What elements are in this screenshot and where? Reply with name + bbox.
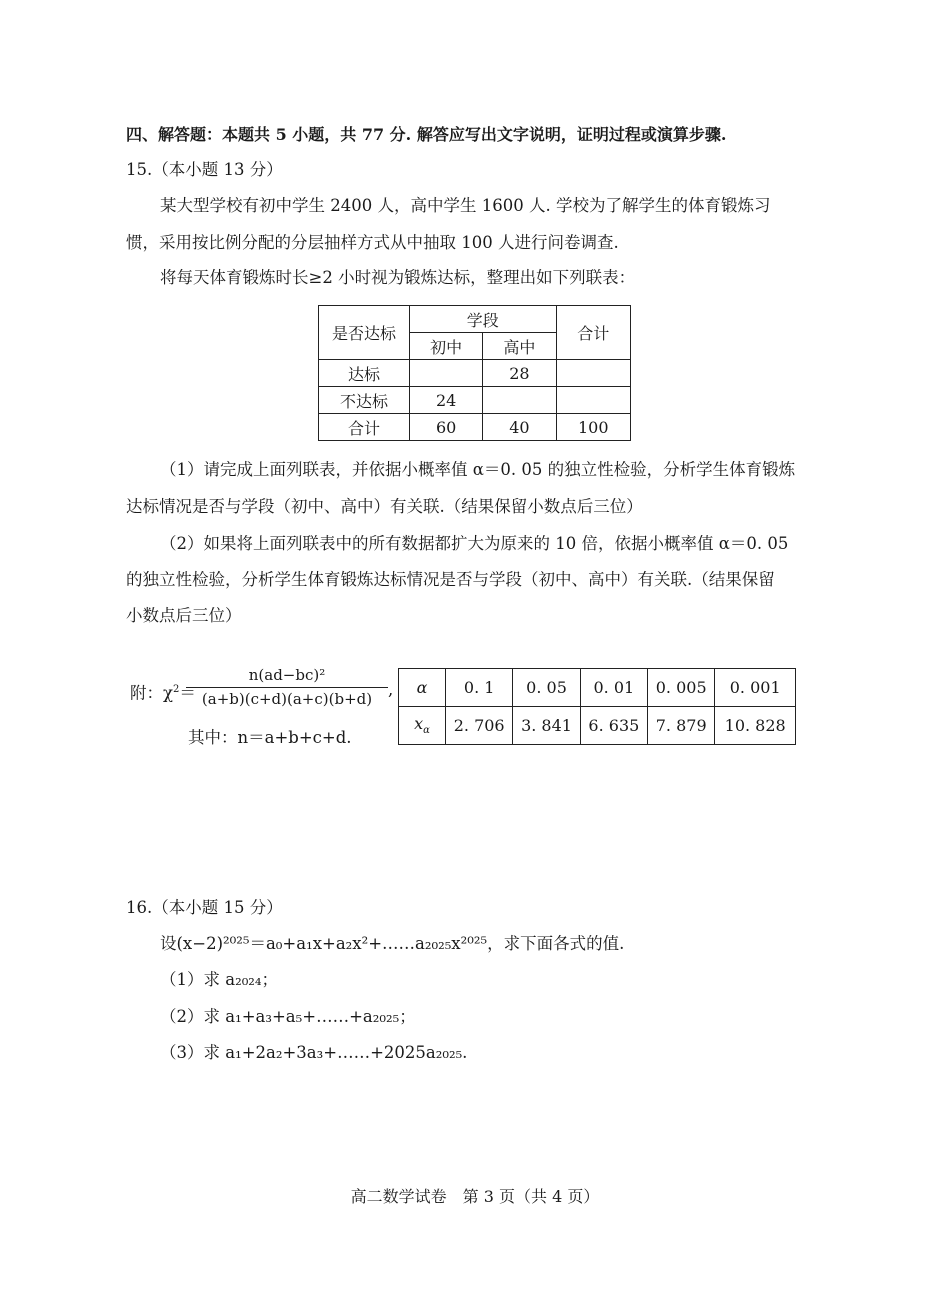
x-cell: 10. 828 bbox=[715, 707, 796, 745]
header-total: 合计 bbox=[556, 306, 630, 360]
cell-junior: 24 bbox=[409, 387, 482, 414]
x-cell: 2. 706 bbox=[446, 707, 513, 745]
q15-para2: 将每天体育锻炼时长≥2 小时视为锻炼达标，整理出如下列联表： bbox=[160, 268, 636, 287]
x-cell: 6. 635 bbox=[580, 707, 647, 745]
header-status: 是否达标 bbox=[319, 306, 410, 360]
row-label: 达标 bbox=[319, 360, 410, 387]
q15-part2-line1: （2）如果将上面列联表中的所有数据都扩大为原来的 10 倍，依据小概率值 α＝0. 05 bbox=[160, 534, 789, 553]
q15-para1-line2: 惯，采用按比例分配的分层抽样方式从中抽取 100 人进行问卷调查. bbox=[126, 233, 619, 252]
q16-part2: （2）求 a₁+a₃+a₅+……+a₂₀₂₅； bbox=[160, 1007, 416, 1026]
chi-square-formula bbox=[186, 666, 388, 708]
section-header: 四、解答题：本题共 5 小题，共 77 分. 解答应写出文字说明，证明过程或演算步骤. bbox=[126, 125, 727, 144]
q15-part2-line3: 小数点后三位） bbox=[126, 606, 242, 625]
cell-junior bbox=[409, 360, 482, 387]
q16-heading: 16.（本小题 15 分） bbox=[126, 898, 283, 917]
alpha-cell: 0. 1 bbox=[446, 669, 513, 707]
cell-senior bbox=[483, 387, 556, 414]
alpha-cell: 0. 01 bbox=[580, 669, 647, 707]
q15-para1-line1: 某大型学校有初中学生 2400 人，高中学生 1600 人. 学校为了解学生的体育锻炼习 bbox=[160, 196, 771, 215]
cell-junior: 60 bbox=[409, 414, 482, 441]
cell-total: 100 bbox=[556, 414, 630, 441]
formula-where: 其中：n＝a+b+c+d. bbox=[188, 728, 352, 747]
table-row bbox=[399, 707, 796, 745]
table-row bbox=[319, 360, 631, 387]
row-label: 合计 bbox=[319, 414, 410, 441]
header-stage: 学段 bbox=[409, 306, 556, 333]
q15-part1-line2: 达标情况是否与学段（初中、高中）有关联.（结果保留小数点后三位） bbox=[126, 497, 643, 516]
cell-senior: 28 bbox=[483, 360, 556, 387]
formula-denominator: (a+b)(c+d)(a+c)(b+d) bbox=[201, 690, 373, 708]
alpha-cell: 0. 005 bbox=[648, 669, 715, 707]
cell-senior: 40 bbox=[483, 414, 556, 441]
q16-part1: （1）求 a₂₀₂₄； bbox=[160, 970, 279, 989]
table-row bbox=[319, 387, 631, 414]
cell-total bbox=[556, 387, 630, 414]
formula-comma: , bbox=[388, 680, 394, 699]
appendix-label: 附：$\chi^2=$ bbox=[130, 683, 196, 703]
x-cell: 3. 841 bbox=[513, 707, 580, 745]
critical-value-table bbox=[398, 668, 796, 745]
header-senior: 高中 bbox=[483, 333, 556, 360]
formula-numerator: n(ad−bc)² bbox=[186, 666, 388, 688]
row-label: 不达标 bbox=[319, 387, 410, 414]
x-header: $x_\alpha$ bbox=[399, 707, 446, 745]
page-footer: 高二数学试卷 第 3 页（共 4 页） bbox=[350, 1187, 600, 1206]
cell-total bbox=[556, 360, 630, 387]
header-junior: 初中 bbox=[409, 333, 482, 360]
alpha-header: α bbox=[399, 669, 446, 707]
table-row bbox=[319, 414, 631, 441]
q15-heading: 15.（本小题 13 分） bbox=[126, 160, 283, 179]
alpha-cell: 0. 05 bbox=[513, 669, 580, 707]
x-cell: 7. 879 bbox=[648, 707, 715, 745]
q15-part2-line2: 的独立性检验，分析学生体育锻炼达标情况是否与学段（初中、高中）有关联.（结果保留 bbox=[126, 570, 775, 589]
alpha-cell: 0. 001 bbox=[715, 669, 796, 707]
q16-stem: 设(x−2)²⁰²⁵＝a₀+a₁x+a₂x²+……a₂₀₂₅x²⁰²⁵，求下面各式的值. bbox=[160, 934, 625, 953]
q16-part3: （3）求 a₁+2a₂+3a₃+……+2025a₂₀₂₅. bbox=[160, 1043, 468, 1062]
table-row bbox=[399, 669, 796, 707]
q15-part1-line1: （1）请完成上面列联表，并依据小概率值 α＝0. 05 的独立性检验，分析学生体育锻炼 bbox=[160, 460, 796, 479]
contingency-table bbox=[318, 305, 631, 441]
